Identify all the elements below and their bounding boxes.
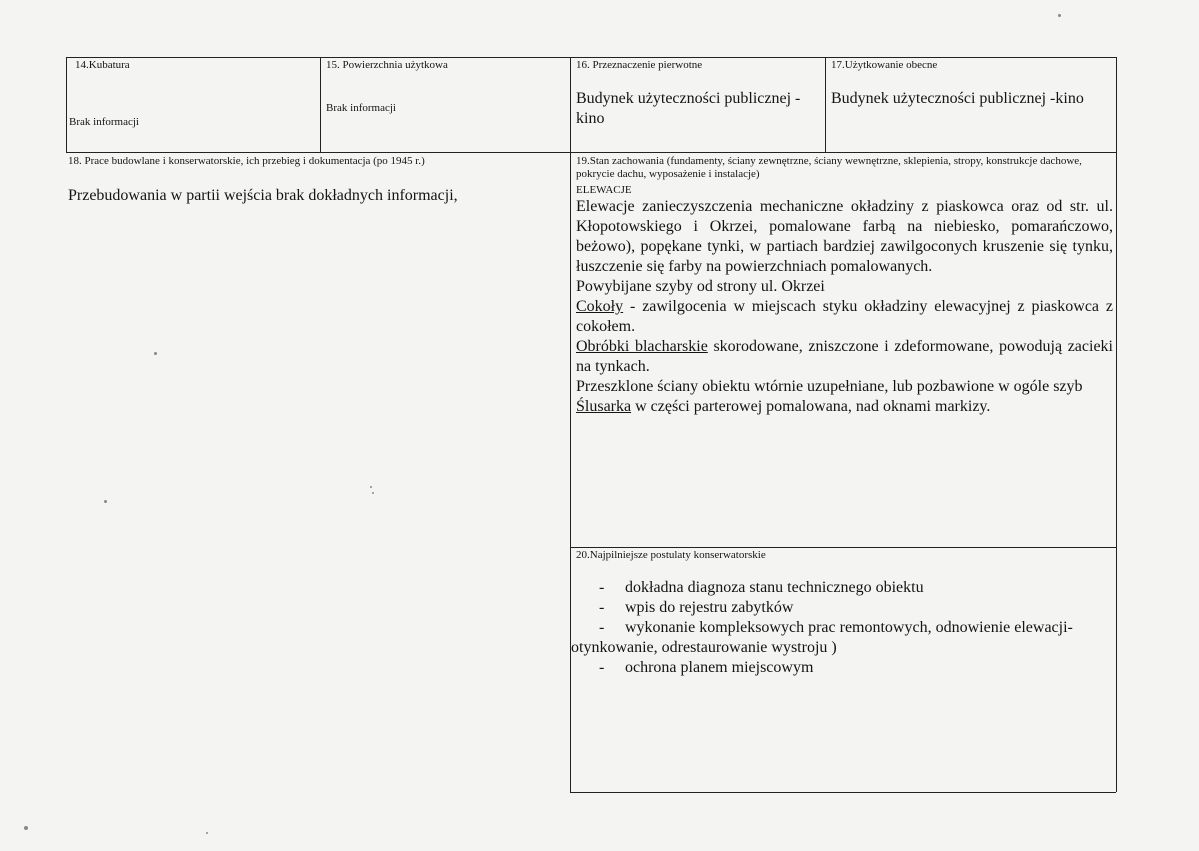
- bullet-dash: -: [599, 619, 605, 636]
- table-divider-15-16: [570, 57, 571, 152]
- term-obrobki-blacharskie: Obróbki blacharskie: [576, 338, 708, 355]
- cell-przeznaczenie-label: 16. Przeznaczenie pierwotne: [576, 59, 703, 71]
- section-label-elewacje: ELEWACJE: [576, 184, 632, 196]
- cell-przeznaczenie-value: Budynek użyteczności publicznej - kino: [576, 90, 801, 127]
- cell-stan-zachowania-label: 19.Stan zachowania (fundamenty, ściany zewnętrzne, ściany wewnętrzne, sklepienia, stropy, konstrukcje dachowe, pokrycie dachu, wyposażenie i instalacje): [576, 155, 1082, 180]
- cell-prace-budowlane-label: 18. Prace budowlane i konserwatorskie, ich przebieg i dokumentacja (po 1945 r.): [68, 155, 425, 167]
- cell-powierzchnia: [326, 59, 566, 149]
- scan-speck: [206, 832, 208, 834]
- paragraph-szyby: Powybijane szyby od strony ul. Okrzei: [576, 278, 825, 295]
- table-right-border: [1116, 152, 1117, 792]
- table-bottom-border: [570, 792, 1116, 793]
- table-divider-18-19: [570, 152, 571, 792]
- table-top-border: [66, 57, 1116, 58]
- bullet-dash: -: [599, 659, 605, 676]
- table-right-border-top: [1116, 57, 1117, 152]
- list-item: - ochrona planem miejscowym: [599, 659, 814, 676]
- list-item: - wpis do rejestru zabytków: [599, 599, 794, 616]
- postulaty-list: [571, 578, 1114, 678]
- table-divider-14-15: [320, 57, 321, 152]
- paragraph-obrobki: [576, 337, 1113, 377]
- text-obrobki: skorodowane, zniszczone i zdeformowane, powodują zacieki na tynkach.: [576, 338, 1113, 375]
- table-divider-16-17: [825, 57, 826, 152]
- paragraph-przeszklone: Przeszklone ściany obiektu wtórnie uzupełniane, lub pozbawione w ogóle szyb: [576, 378, 1083, 395]
- cell-stan-zachowania: [576, 155, 1113, 417]
- cell-prace-budowlane: [68, 155, 566, 206]
- cell-uzytkowanie-value: Budynek użyteczności publicznej -kino: [831, 90, 1084, 107]
- list-item: - dokładna diagnoza stanu technicznego obiektu: [599, 579, 924, 596]
- scan-speck: [154, 352, 157, 355]
- table-left-border: [66, 57, 67, 152]
- list-item: - wykonanie kompleksowych prac remontowych, odnowienie elewacji-: [599, 619, 1073, 636]
- paragraph-slusarka: [576, 397, 1113, 417]
- cell-prace-budowlane-text: Przebudowania w partii wejścia brak dokładnych informacji,: [68, 187, 458, 204]
- cell-kubatura-value: Brak informacji: [69, 116, 139, 128]
- scan-speck: [24, 826, 28, 830]
- cell-powierzchnia-label: 15. Powierzchnia użytkowa: [326, 59, 448, 71]
- bullet-dash: -: [599, 599, 605, 616]
- cell-kubatura: [69, 59, 315, 149]
- table-divider-19-20: [570, 547, 1116, 548]
- cell-przeznaczenie: [576, 59, 821, 149]
- cell-powierzchnia-value: Brak informacji: [326, 102, 396, 114]
- paragraph-elewacje: Elewacje zanieczyszczenia mechaniczne okładziny z piaskowca oraz od str. ul. Kłopotowskiego i Okrzei, pomalowane farbą na niebiesko, pomarańczowo, beżowo), popękane tynki, w partiach bardziej zawilgoconych kruszenie się tynku, łuszczenie się farby na powierzchniach pomalowanych.: [576, 198, 1113, 275]
- cell-postulaty: [571, 549, 1114, 678]
- list-item-continuation: otynkowanie, odrestaurowanie wystroju ): [571, 639, 837, 656]
- term-cokoly: Cokoły: [576, 298, 624, 315]
- scan-speck: [1058, 14, 1061, 17]
- paragraph-cokoly: [576, 297, 1113, 337]
- bullet-dash: -: [599, 579, 605, 596]
- cell-postulaty-label: 20.Najpilniejsze postulaty konserwatorskie: [576, 549, 766, 561]
- term-slusarka: Ślusarka: [576, 398, 632, 415]
- text-slusarka: w części parterowej pomalowana, nad oknami markizy.: [631, 398, 991, 415]
- scan-speck: [104, 500, 107, 503]
- scan-speck: [370, 486, 372, 488]
- cell-kubatura-label: 14.Kubatura: [75, 59, 130, 71]
- table-row-divider: [66, 152, 1116, 153]
- cell-uzytkowanie-label: 17.Użytkowanie obecne: [831, 59, 938, 71]
- cell-uzytkowanie: [831, 59, 1113, 149]
- scan-speck: [372, 492, 374, 494]
- text-cokoly: - zawilgocenia w miejscach styku okładziny elewacyjnej z piaskowca z cokołem.: [576, 298, 1113, 335]
